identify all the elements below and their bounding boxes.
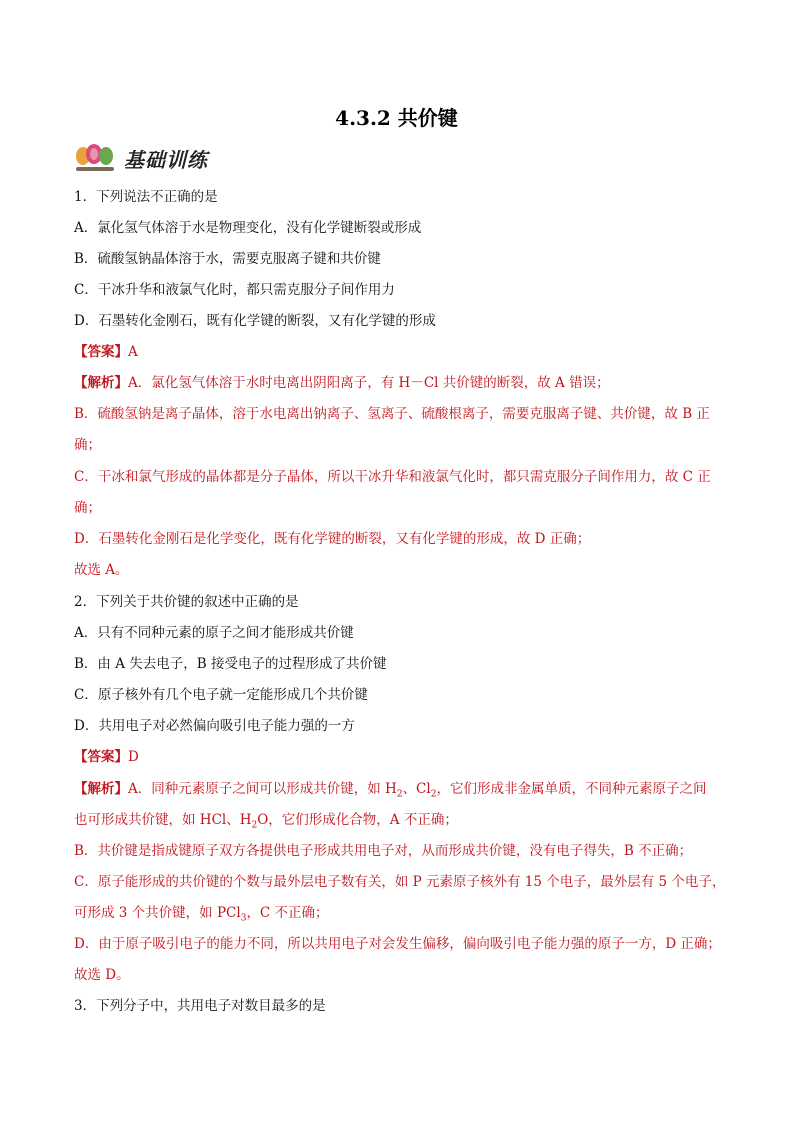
q1-conclusion: 故选 A。 [74, 562, 129, 578]
q2-analysis-a-line2 [74, 811, 734, 829]
q2-option-a: A．只有不同种元素的原子之间才能形成共价键 [74, 625, 354, 641]
q2-analysis-c-line1: C．原子能形成的共价键的个数与最外层电子数有关，如 P 元素原子核外有 15 个电子，最外层有 5 个电子， [74, 874, 726, 890]
q2-analysis-d: D．由于原子吸引电子的能力不同，所以共用电子对会发生偏移，偏向吸引电子能力强的原子一方，D 正确； [74, 936, 721, 952]
q2-analysis-c2-text1: 可形成 3 个共价键，如 PCl [74, 905, 241, 921]
q2-answer [74, 748, 734, 766]
q1-analysis-b-line2: 确； [74, 437, 101, 453]
q2-analysis-a2-sub: 2 [251, 820, 258, 831]
section-banner-label: 基础训练 [124, 147, 208, 172]
q2-option-c: C．原子核外有几个电子就一定能形成几个共价键 [74, 687, 368, 703]
q2-answer-value: D [128, 749, 139, 765]
q1-answer-value: A [128, 344, 138, 360]
balloons-icon [74, 142, 118, 174]
q1-analysis-tag: 【解析】 [74, 375, 128, 391]
q2-analysis-a-text1: A．同种元素原子之间可以形成共价键，如 H [128, 781, 397, 797]
q1-analysis-c-line1: C．干冰和氯气形成的晶体都是分子晶体，所以干冰升华和液氯气化时，都只需克服分子间作用力，故 C 正 [74, 469, 711, 485]
q2-analysis-a-text2: 、Cl [402, 781, 431, 797]
q1-option-c: C．干冰升华和液氯气化时，都只需克服分子间作用力 [74, 282, 395, 298]
q2-analysis-c2-text2: ，C 不正确； [246, 905, 329, 921]
q3-stem: 3．下列分子中，共用电子对数目最多的是 [74, 998, 326, 1014]
q2-answer-tag: 【答案】 [74, 749, 128, 765]
q1-option-d: D．石墨转化金刚石，既有化学键的断裂，又有化学键的形成 [74, 313, 436, 329]
q1-option-a: A．氯化氢气体溶于水是物理变化，没有化学键断裂或形成 [74, 220, 422, 236]
q2-analysis-c-line2 [74, 904, 734, 922]
q2-conclusion: 故选 D。 [74, 967, 130, 983]
q2-analysis-a-line1 [74, 780, 734, 798]
q2-analysis-b: B．共价键是指成键原子双方各提供电子形成共用电子对，从而形成共价键，没有电子得失，B 不正确； [74, 843, 693, 859]
q2-option-b: B．由 A 失去电子，B 接受电子的过程形成了共价键 [74, 656, 387, 672]
q1-answer [74, 343, 734, 361]
q2-analysis-a2-text2: O，它们形成化合物，A 不正确； [257, 812, 458, 828]
q2-analysis-a-sub1: 2 [396, 789, 403, 800]
q1-analysis-d: D．石墨转化金刚石是化学变化，既有化学键的断裂，又有化学键的形成，故 D 正确； [74, 531, 591, 547]
q2-analysis-a-text3: ，它们形成非金属单质，不同种元素原子之间 [436, 781, 707, 797]
q1-answer-tag: 【答案】 [74, 344, 128, 360]
q2-option-d: D．共用电子对必然偏向吸引电子能力强的一方 [74, 718, 355, 734]
page-title: 4.3.2 共价键 [335, 106, 458, 130]
q2-stem: 2．下列关于共价键的叙述中正确的是 [74, 594, 299, 610]
q2-analysis-a2-text1: 也可形成共价键，如 HCl、H [74, 812, 252, 828]
q1-analysis-b-line1: B．硫酸氢钠是离子晶体，溶于水电离出钠离子、氢离子、硫酸根离子，需要克服离子键、共价键，故 B 正 [74, 406, 710, 422]
q1-option-b: B．硫酸氢钠晶体溶于水，需要克服离子键和共价键 [74, 251, 381, 267]
q1-analysis-a-text: A．氯化氢气体溶于水时电离出阴阳离子，有 H－Cl 共价键的断裂，故 A 错误； [128, 375, 610, 391]
q2-analysis-c2-sub: 3 [240, 913, 247, 924]
q1-stem: 1．下列说法不正确的是 [74, 189, 218, 205]
q2-analysis-a-sub2: 2 [430, 789, 437, 800]
q2-analysis-tag: 【解析】 [74, 781, 128, 797]
q1-analysis-c-line2: 确； [74, 500, 101, 516]
section-banner [74, 140, 208, 176]
q1-analysis-a [74, 374, 734, 392]
